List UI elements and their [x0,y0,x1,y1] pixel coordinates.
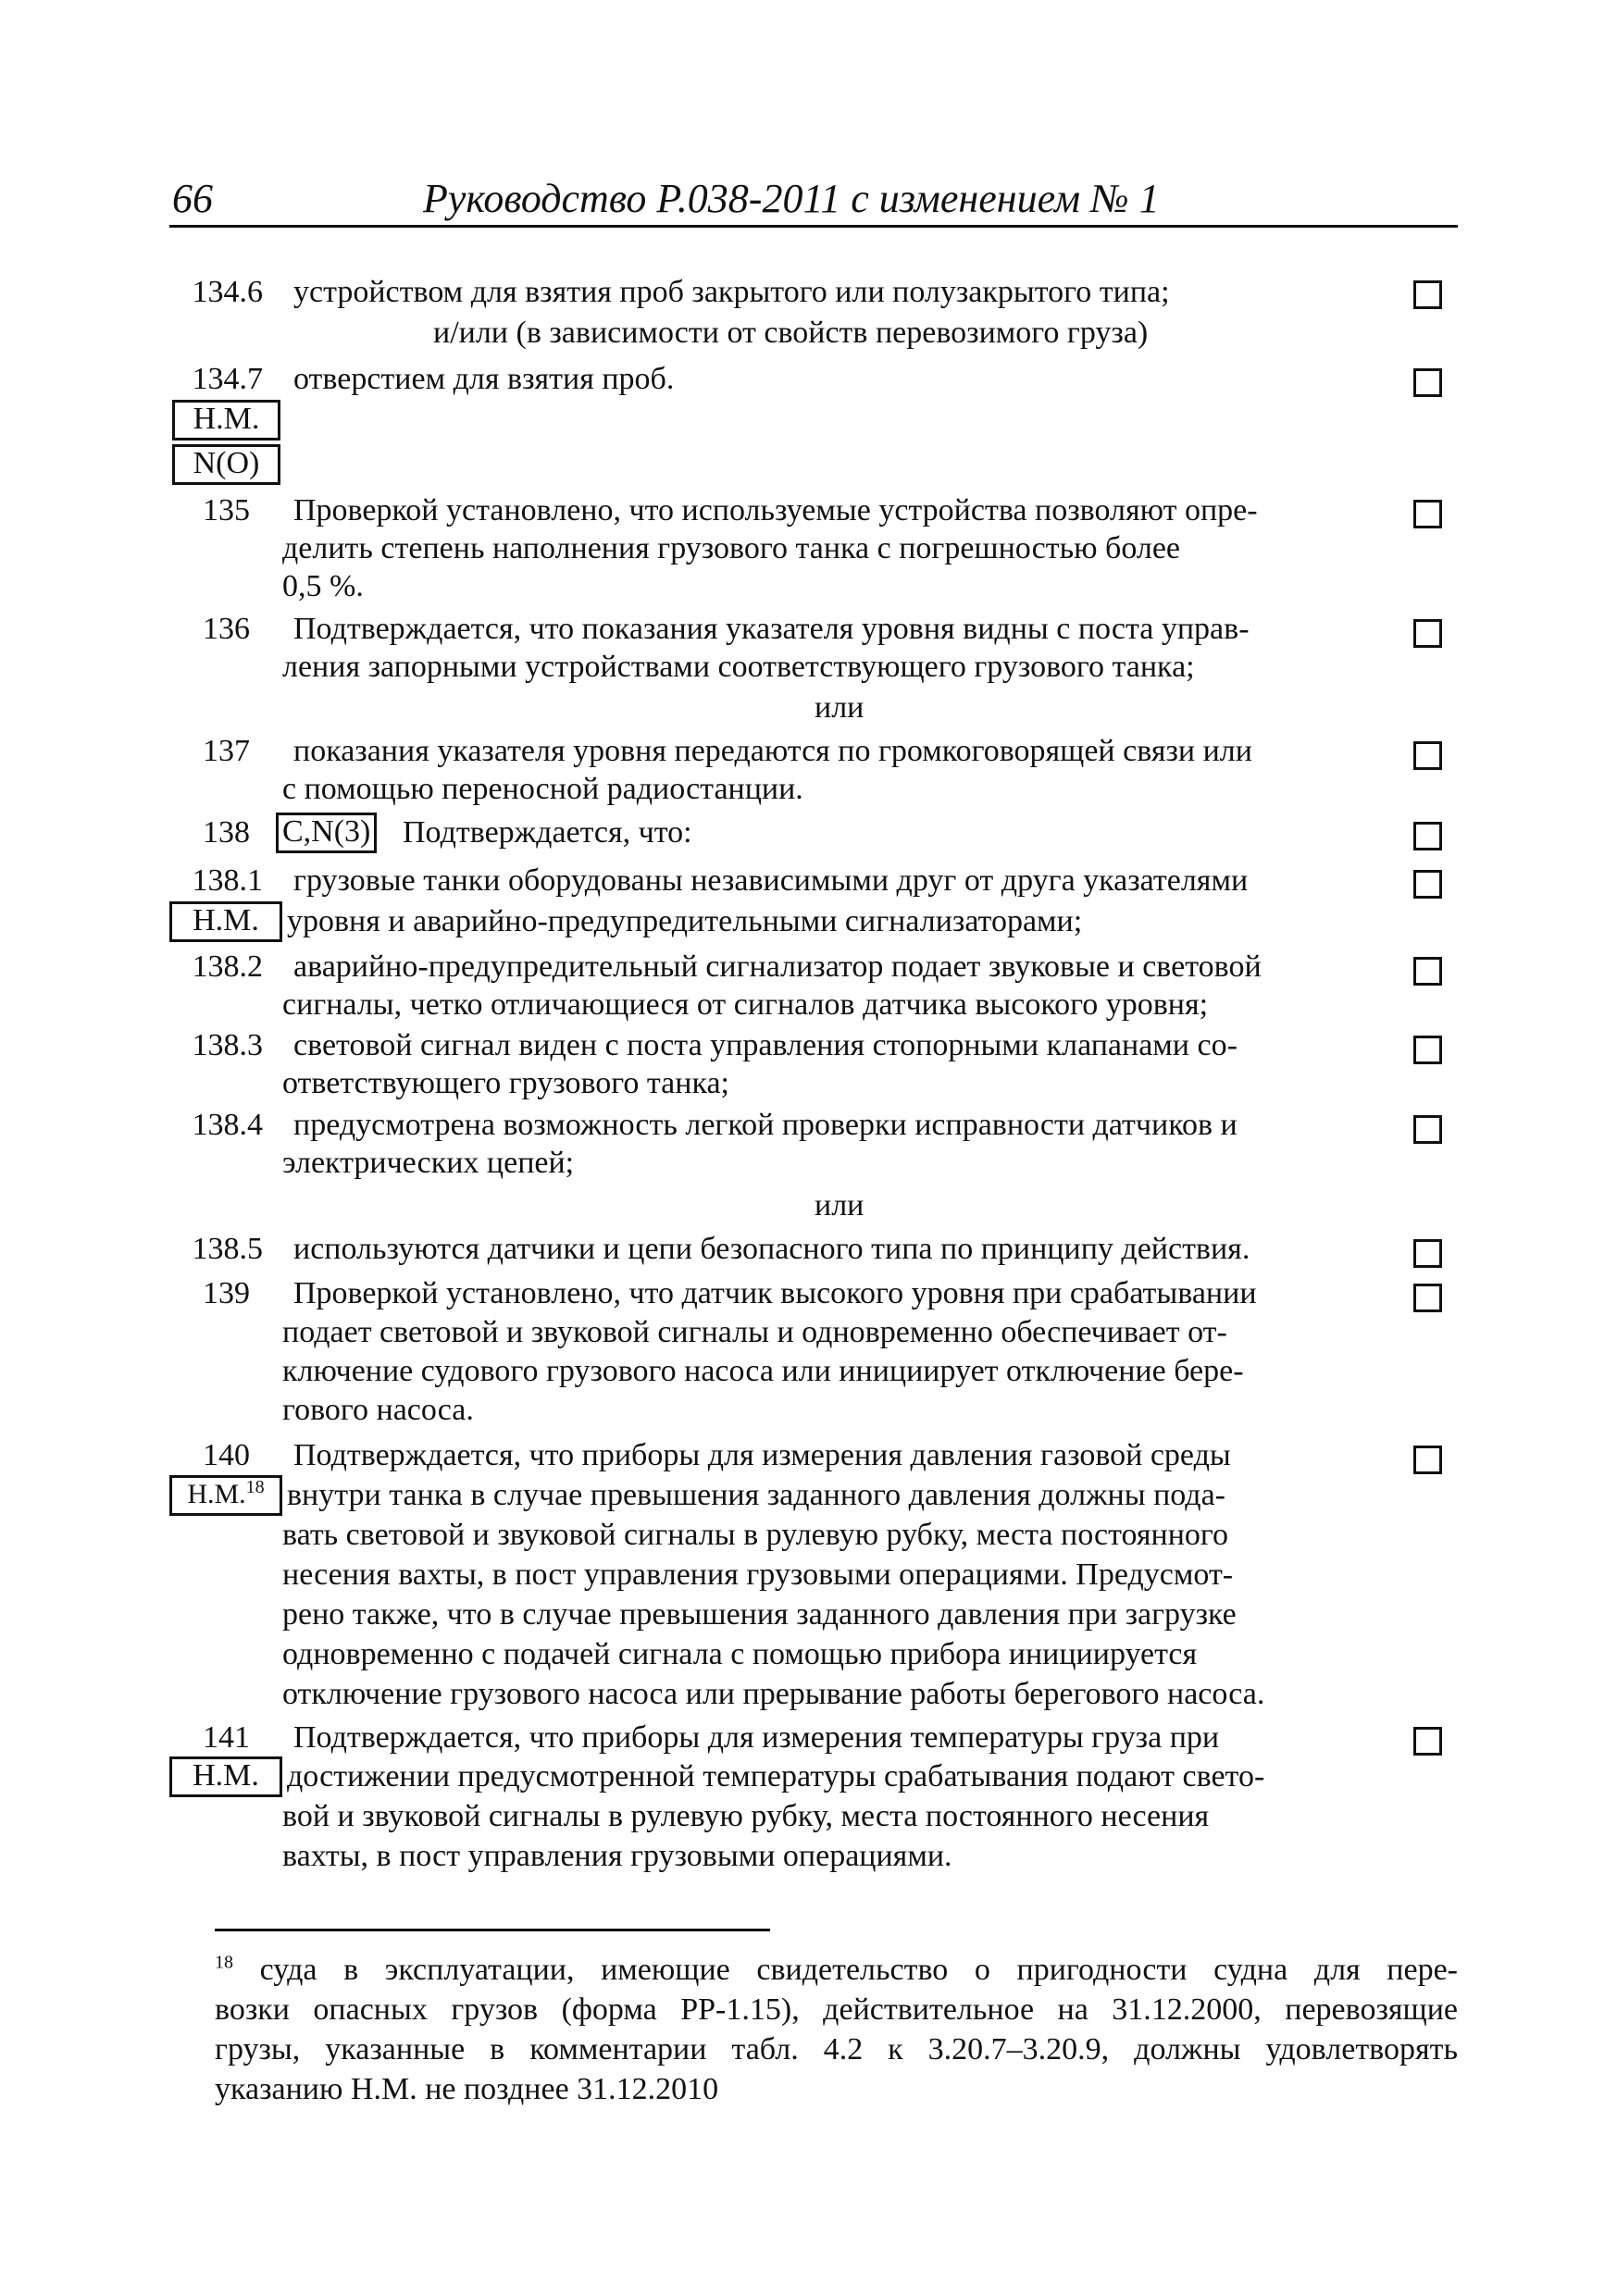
checkbox[interactable] [1413,957,1442,986]
item-text-line: отверстием для взятия проб. [293,362,675,396]
footnote-line: грузы, указанные в комментарии табл. 4.2 к 3.20.7–3.20.9, должны удовлетворять [215,2032,1458,2066]
checkbox[interactable] [1413,1284,1442,1312]
item-text-line: внутри танка в случае превышения заданного давления должны пода- [287,1478,1226,1512]
item-text-line: достижении предусмотренной температуры срабатывания подают свето- [287,1759,1265,1793]
item-text-line: используются датчики и цепи безопасного типа по принципу действия. [293,1232,1250,1266]
footnote-ref-18[interactable]: 18 [245,1477,265,1497]
item-text-line: Проверкой установлено, что датчик высокого уровня при срабатывании [293,1276,1257,1310]
n-o-mark-box: N(O) [172,444,280,485]
footnote-mark: 18 [215,1952,233,1973]
item-text-line: Подтверждается, что приборы для измерения давления газовой среды [293,1438,1231,1472]
item-number: 136 [203,612,250,646]
item-number: 138.3 [192,1028,263,1062]
checkbox[interactable] [1413,500,1442,528]
item-number: 138.4 [192,1108,263,1142]
item-number: 138.2 [192,949,263,984]
checkbox[interactable] [1413,1036,1442,1064]
footnote-line [215,1951,1458,1989]
nm-mark-box: Н.М. [169,1756,282,1797]
nm18-mark-box [169,1475,282,1516]
between-label: или [815,1188,864,1222]
item-text-line: уровня и аварийно-предупредительными сигнализаторами; [287,904,1083,938]
item-text-line: вой и звуковой сигналы в рулевую рубку, места постоянного несения [282,1799,1210,1833]
item-text-line: Подтверждается, что приборы для измерения температуры груза при [293,1720,1220,1755]
page-number: 66 [172,176,213,221]
item-number: 137 [203,734,250,768]
between-label: и/или (в зависимости от свойств перевозимого груза) [433,316,1149,350]
nm18-mark-text: Н.М. [187,1479,246,1509]
checkbox[interactable] [1413,822,1442,850]
item-text-line: рено также, что в случае превышения заданного давления при загрузке [282,1597,1237,1632]
item-text-line: Подтверждается, что показания указателя уровня видны с поста управ- [293,612,1250,646]
footnote-text: суда в эксплуатации, имеющие свидетельство о пригодности судна для пере- [259,1953,1459,1987]
checkbox[interactable] [1413,368,1442,397]
checkbox[interactable] [1413,280,1442,309]
checkbox[interactable] [1413,741,1442,770]
item-text-line: 0,5 %. [282,569,364,603]
item-number: 138 [203,815,250,850]
checkbox[interactable] [1413,1115,1442,1144]
footnote-line: указанию Н.М. не позднее 31.12.2010 [215,2072,719,2106]
item-number: 135 [203,493,250,527]
item-text-line: вать световой и звуковой сигналы в рулевую рубку, места постоянного [282,1518,1229,1552]
item-text-line: грузовые танки оборудованы независимыми друг от друга указателями [293,863,1249,898]
item-number: 138.1 [192,863,263,898]
item-text-line: гового насоса. [282,1393,474,1427]
item-text-line: подает световой и звуковой сигналы и одновременно обеспечивает от- [282,1315,1227,1349]
footnote-line: возки опасных грузов (форма РР-1.15), действительное на 31.12.2000, перевозящие [215,1992,1458,2027]
nm-mark-box: Н.М. [172,400,280,441]
page-title: Руководство Р.038-2011 с изменением № 1 [423,176,1160,221]
item-text-line: Проверкой установлено, что используемые устройства позволяют опре- [293,493,1258,527]
between-label: или [815,690,864,725]
item-text-line: вахты, в пост управления грузовыми операциями. [282,1839,952,1873]
page-header [169,169,1458,228]
item-number: 134.6 [192,275,263,309]
item-text-line: световой сигнал виден с поста управления стопорными клапанами со- [293,1028,1238,1062]
cn3-mark-box: С,N(3) [276,813,377,853]
item-text-line: ления запорными устройствами соответствующего грузового танка; [282,650,1195,684]
item-text-line: одновременно с подачей сигнала с помощью прибора инициируется [282,1637,1198,1671]
item-text-line: аварийно-предупредительный сигнализатор подает звуковые и световой [293,949,1262,984]
footnote-divider [215,1929,770,1931]
checkbox[interactable] [1413,870,1442,899]
item-number: 138.5 [192,1232,263,1266]
checkbox[interactable] [1413,1239,1442,1268]
item-text-line: ключение судового грузового насоса или инициирует отключение бере- [282,1354,1244,1388]
item-text-line: устройством для взятия проб закрытого или полузакрытого типа; [293,275,1170,309]
item-text-line: несения вахты, в пост управления грузовыми операциями. Предусмот- [282,1558,1234,1592]
item-text-line: предусмотрена возможность легкой проверки исправности датчиков и [293,1108,1238,1142]
nm-mark-box: Н.М. [169,901,282,942]
checkbox[interactable] [1413,1727,1442,1756]
item-number: 140 [203,1438,250,1472]
item-number: 141 [203,1720,250,1755]
checkbox[interactable] [1413,1446,1442,1474]
item-text-line: ответствующего грузового танка; [282,1066,729,1100]
item-text-line: сигналы, четко отличающиеся от сигналов датчика высокого уровня; [282,987,1209,1022]
item-number: 134.7 [192,362,263,396]
item-text-line: с помощью переносной радиостанции. [282,772,803,806]
item-text-line: Подтверждается, что: [403,815,692,850]
checkbox[interactable] [1413,619,1442,648]
item-number: 139 [203,1276,250,1310]
item-text-line: электрических цепей; [282,1146,575,1180]
item-text-line: делить степень наполнения грузового танка с погрешностью более [282,531,1181,565]
item-text-line: показания указателя уровня передаются по громкоговорящей связи или [293,734,1252,768]
item-text-line: отключение грузового насоса или прерывание работы берегового насоса. [282,1677,1265,1711]
